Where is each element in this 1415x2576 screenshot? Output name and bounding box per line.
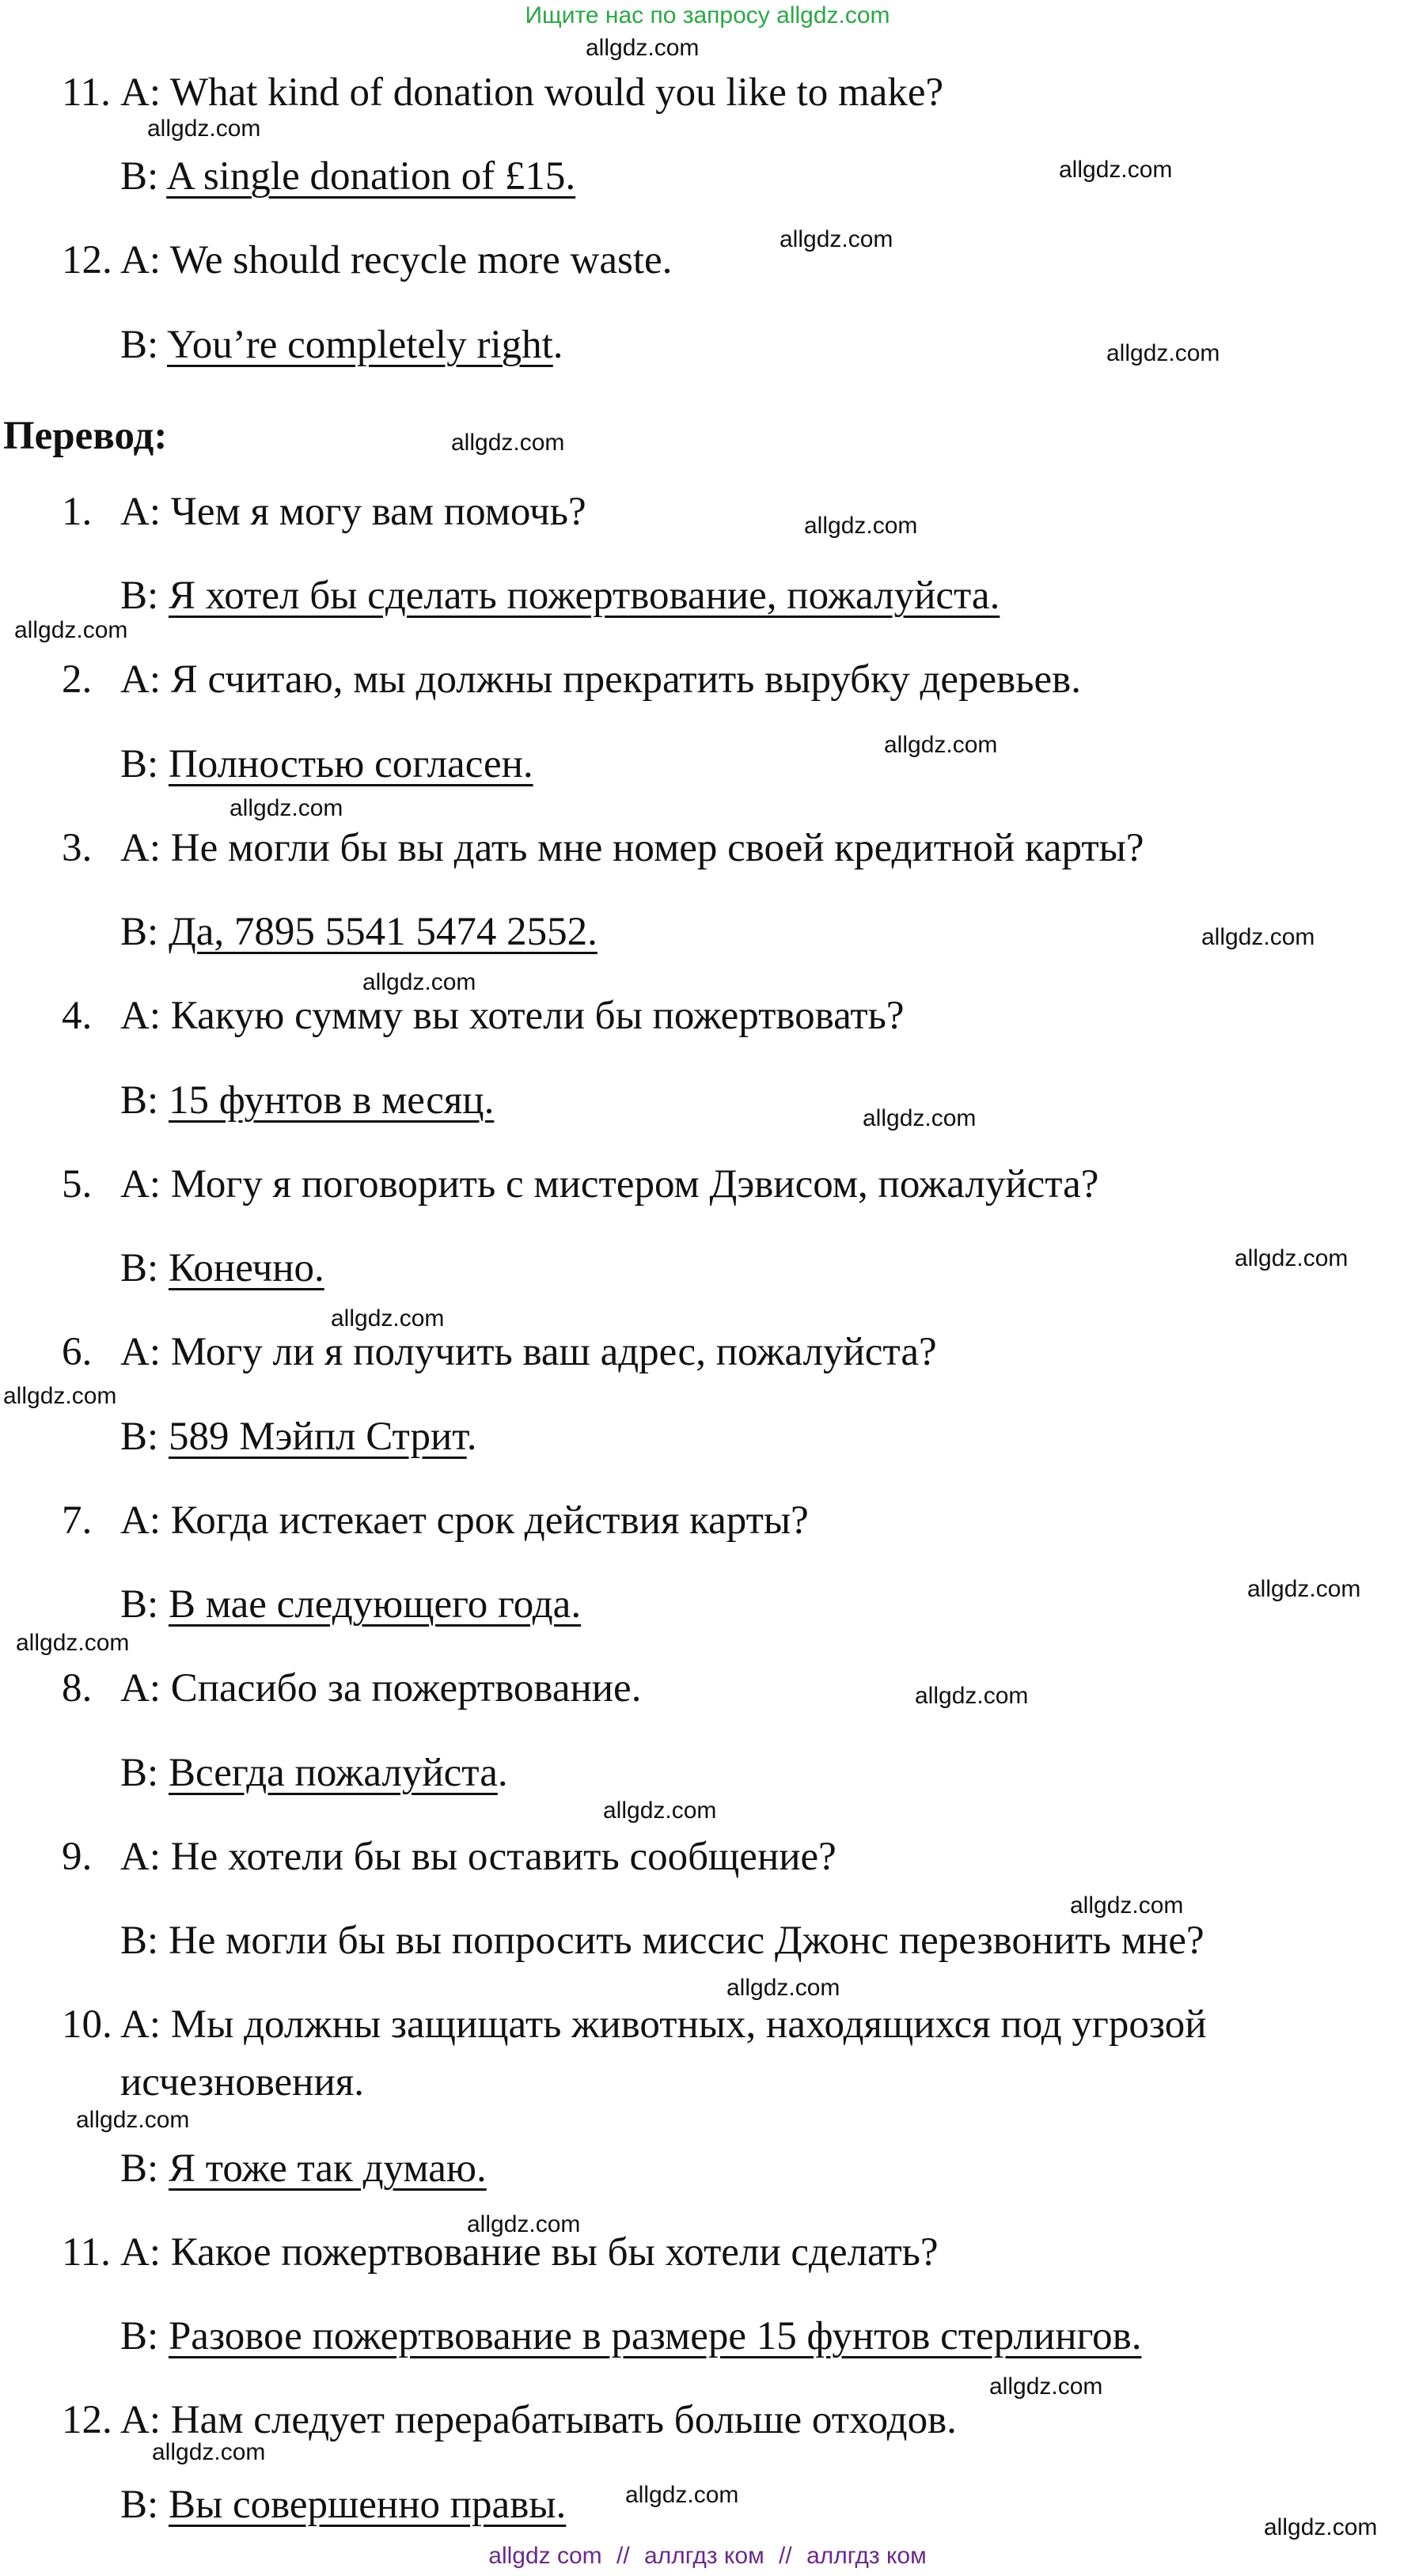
watermark: allgdz.com bbox=[1106, 340, 1220, 366]
speaker-b-line: В: Не могли бы вы попросить миссис Джонс перезвонить мне? bbox=[120, 1919, 1204, 1963]
watermark: allgdz.com bbox=[3, 1383, 117, 1409]
footer-link-allgdz-ru-2[interactable]: аллгдз ком bbox=[806, 2543, 927, 2569]
answer-text: Да, 7895 5541 5474 2552. bbox=[168, 910, 597, 954]
footer-links bbox=[0, 2540, 1415, 2573]
watermark: allgdz.com bbox=[14, 617, 128, 643]
watermark: allgdz.com bbox=[726, 1975, 840, 2001]
answer-plain-text: Не могли бы вы попросить миссис Джонс перезвонить мне? bbox=[168, 1919, 1204, 1963]
answer-text: 15 фунтов в месяц. bbox=[168, 1078, 495, 1123]
item-number: 3. bbox=[62, 826, 93, 870]
item-number: 2. bbox=[62, 657, 93, 702]
watermark: allgdz.com bbox=[230, 795, 343, 821]
speaker-a-line: А: Могу ли я получить ваш адрес, пожалуйста? bbox=[120, 1330, 937, 1374]
watermark: allgdz.com bbox=[1059, 157, 1173, 183]
item-number: 5. bbox=[62, 1162, 93, 1207]
item-number: 1. bbox=[62, 490, 93, 534]
speaker-a-line: А: Не могли бы вы дать мне номер своей кредитной карты? bbox=[120, 826, 1144, 870]
watermark: allgdz.com bbox=[625, 2482, 739, 2508]
watermark: allgdz.com bbox=[152, 2439, 266, 2465]
watermark: allgdz.com bbox=[467, 2211, 581, 2237]
answer-text: Я хотел бы сделать пожертвование, пожалуйста. bbox=[168, 574, 1000, 618]
question-text: Чем я могу вам помочь? bbox=[170, 490, 586, 534]
speaker-b-line: В: В мае следующего года. bbox=[120, 1582, 582, 1627]
speaker-b-line: В: Вы совершенно правы. bbox=[120, 2483, 567, 2527]
speaker-a-line: А: Не хотели бы вы оставить сообщение? bbox=[120, 1835, 836, 1879]
answer-text: Я тоже так думаю. bbox=[168, 2146, 487, 2191]
speaker-a-line: А: Нам следует перерабатывать больше отходов. bbox=[120, 2398, 957, 2442]
footer-link-allgdz[interactable]: allgdz com bbox=[488, 2543, 602, 2569]
question-text: Я считаю, мы должны прекратить вырубку деревьев. bbox=[170, 657, 1081, 702]
item-number: 10. bbox=[62, 2002, 112, 2047]
watermark: allgdz.com bbox=[1247, 1576, 1361, 1602]
item-number: 4. bbox=[62, 994, 93, 1038]
watermark: allgdz.com bbox=[586, 35, 700, 61]
item-number: 12. bbox=[62, 2398, 112, 2442]
speaker-a-line: А: Какое пожертвование вы бы хотели сделать? bbox=[120, 2230, 939, 2275]
speaker-a-line: A: What kind of donation would you like to make? bbox=[120, 70, 944, 115]
question-text: Не хотели бы вы оставить сообщение? bbox=[170, 1835, 836, 1879]
question-text: Спасибо за пожертвование. bbox=[170, 1666, 642, 1710]
question-text-continued: исчезновения. bbox=[120, 2060, 364, 2104]
footer-separator: // bbox=[616, 2543, 630, 2569]
question-text: Могу ли я получить ваш адрес, пожалуйста? bbox=[170, 1330, 937, 1374]
watermark: allgdz.com bbox=[780, 226, 893, 252]
question-text: Мы должны защищать животных, находящихся под угрозой bbox=[170, 2002, 1207, 2047]
speaker-b-line: В: Всегда пожалуйста. bbox=[120, 1751, 508, 1795]
watermark: allgdz.com bbox=[1070, 1892, 1184, 1919]
item-number: 8. bbox=[62, 1666, 93, 1710]
speaker-b-line: В: Я хотел бы сделать пожертвование, пожалуйста. bbox=[120, 574, 1000, 618]
watermark: allgdz.com bbox=[1235, 1245, 1349, 1271]
item-number: 11. bbox=[62, 2230, 111, 2275]
answer-text: Разовое пожертвование в размере 15 фунтов стерлингов. bbox=[168, 2314, 1142, 2358]
question-text: Нам следует перерабатывать больше отходов. bbox=[170, 2398, 957, 2442]
question-text: What kind of donation would you like to make? bbox=[169, 70, 944, 115]
answer-text: Всегда пожалуйста bbox=[168, 1751, 498, 1795]
speaker-a-line: А: Спасибо за пожертвование. bbox=[120, 1666, 642, 1710]
watermark: allgdz.com bbox=[147, 116, 261, 142]
search-prompt: Ищите нас по запросу allgdz.com bbox=[525, 2, 890, 28]
speaker-b-line: В: Разовое пожертвование в размере 15 фунтов стерлингов. bbox=[120, 2314, 1142, 2358]
answer-text: В мае следующего года. bbox=[168, 1582, 582, 1627]
watermark: allgdz.com bbox=[76, 2107, 190, 2133]
footer-separator: // bbox=[779, 2543, 792, 2569]
translation-heading: Перевод: bbox=[3, 414, 168, 458]
watermark: allgdz.com bbox=[989, 2373, 1103, 2400]
item-number: 11. bbox=[62, 70, 111, 115]
watermark: allgdz.com bbox=[603, 1798, 717, 1824]
speaker-a-line: А: Какую сумму вы хотели бы пожертвовать? bbox=[120, 994, 905, 1038]
item-number: 9. bbox=[62, 1835, 93, 1879]
answer-text: Конечно. bbox=[168, 1246, 324, 1290]
watermark: allgdz.com bbox=[451, 430, 565, 456]
speaker-a-line: А: Могу я поговорить с мистером Дэвисом, пожалуйста? bbox=[120, 1162, 1099, 1207]
item-number: 12. bbox=[62, 238, 112, 282]
search-banner bbox=[0, 0, 1415, 32]
speaker-b-line: В: Полностью согласен. bbox=[120, 742, 533, 786]
footer-link-allgdz-ru[interactable]: аллгдз ком bbox=[644, 2543, 764, 2569]
speaker-a-line: А: Я считаю, мы должны прекратить вырубку деревьев. bbox=[120, 657, 1081, 702]
speaker-a-line: А: Мы должны защищать животных, находящихся под угрозой bbox=[120, 2002, 1207, 2047]
speaker-a-line: А: Чем я могу вам помочь? bbox=[120, 490, 586, 534]
speaker-b-line: В: Я тоже так думаю. bbox=[120, 2146, 487, 2191]
speaker-a-line: A: We should recycle more waste. bbox=[120, 238, 673, 282]
speaker-a-line: А: Когда истекает срок действия карты? bbox=[120, 1498, 809, 1543]
item-number: 7. bbox=[62, 1498, 93, 1543]
answer-text: Вы совершенно правы. bbox=[168, 2483, 567, 2527]
watermark: allgdz.com bbox=[884, 732, 998, 758]
speaker-b-line: B: You’re completely right. bbox=[120, 323, 563, 367]
answer-text: A single donation of £15. bbox=[166, 154, 576, 199]
speaker-b-line: В: Конечно. bbox=[120, 1246, 324, 1290]
speaker-b-line: В: 15 фунтов в месяц. bbox=[120, 1078, 495, 1123]
question-text: Могу я поговорить с мистером Дэвисом, пожалуйста? bbox=[170, 1162, 1099, 1207]
watermark: allgdz.com bbox=[362, 969, 476, 995]
item-number: 6. bbox=[62, 1330, 93, 1374]
speaker-b-line: B: A single donation of £15. bbox=[120, 154, 576, 199]
speaker-b-line: В: Да, 7895 5541 5474 2552. bbox=[120, 910, 597, 954]
question-text: We should recycle more waste. bbox=[169, 238, 673, 282]
watermark: allgdz.com bbox=[1264, 2514, 1378, 2540]
speaker-b-line: В: 589 Мэйпл Стрит. bbox=[120, 1415, 477, 1459]
answer-text: Полностью согласен. bbox=[168, 742, 533, 786]
question-text: Какую сумму вы хотели бы пожертвовать? bbox=[170, 994, 905, 1038]
watermark: allgdz.com bbox=[915, 1683, 1029, 1709]
watermark: allgdz.com bbox=[1201, 924, 1315, 950]
answer-text: You’re completely right bbox=[167, 323, 553, 367]
question-text: Какое пожертвование вы бы хотели сделать? bbox=[170, 2230, 939, 2275]
watermark: allgdz.com bbox=[804, 513, 918, 539]
watermark: allgdz.com bbox=[863, 1105, 977, 1131]
question-text: Когда истекает срок действия карты? bbox=[170, 1498, 809, 1543]
question-text: Не могли бы вы дать мне номер своей кредитной карты? bbox=[170, 826, 1144, 870]
watermark: allgdz.com bbox=[331, 1305, 445, 1332]
watermark: allgdz.com bbox=[16, 1630, 130, 1656]
answer-text: 589 Мэйпл Стрит bbox=[168, 1415, 467, 1459]
